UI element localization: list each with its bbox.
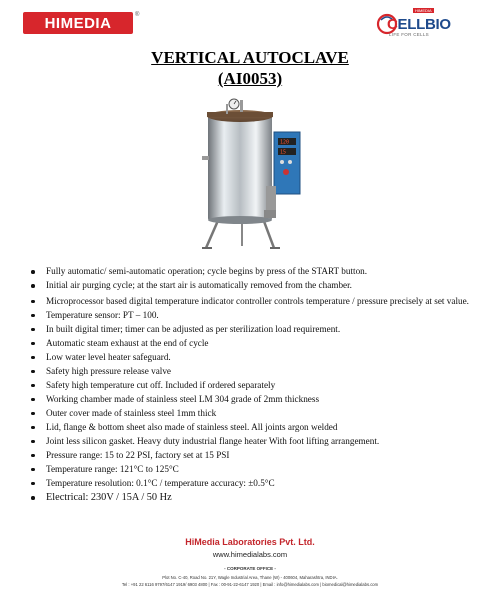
- product-code: (AI0053): [217, 69, 283, 88]
- list-item: Working chamber made of stainless steel LM 304 grade of 2mm thickness: [30, 394, 475, 406]
- list-item: Temperature resolution: 0.1°C / temperature accuracy: ±0.5°C: [30, 478, 475, 490]
- cellbio-badge: HIMEDIA: [415, 8, 432, 13]
- svg-text:15: 15: [280, 149, 287, 156]
- footer-address: Plot No. C-40, Road No. 21Y, Wagle Industrial Area, Thane (W) - 400604, Maharashtra, INDIA.: [162, 575, 338, 580]
- list-item: Low water level heater safeguard.: [30, 352, 475, 364]
- list-item: Fully automatic/ semi-automatic operation; cycle begins by press of the START button.: [30, 266, 475, 278]
- cellbio-tagline: LIFE FOR CELLS: [389, 32, 429, 37]
- list-item: In built digital timer; timer can be adjusted as per sterilization load requirement.: [30, 324, 475, 336]
- list-item: Initial air purging cycle; at the start air is automatically removed from the chamber.: [30, 280, 475, 292]
- list-item: Safety high temperature cut off. Included if ordered separately: [30, 380, 475, 392]
- list-item: Electrical: 230V / 15A / 50 Hz: [30, 492, 475, 504]
- registered-mark: ®: [135, 12, 140, 18]
- himedia-logo: HIMEDIA: [23, 12, 133, 34]
- footer-company-name: HiMedia Laboratories Pvt. Ltd.: [185, 537, 315, 547]
- list-item: Microprocessor based digital temperature indicator controller controls temperature / pressure precisely at set value.: [30, 296, 475, 308]
- cellbio-logo: [371, 6, 461, 40]
- list-item: Pressure range: 15 to 22 PSI, factory set at 15 PSI: [30, 450, 475, 462]
- list-item: Lid, flange & bottom sheet also made of stainless steel. All joints argon welded: [30, 422, 475, 434]
- svg-text:120: 120: [280, 139, 290, 146]
- list-item: Temperature sensor: PT – 100.: [30, 310, 475, 322]
- footer-office-heading: - CORPORATE OFFICE -: [224, 566, 276, 571]
- list-item: Outer cover made of stainless steel 1mm thick: [30, 408, 475, 420]
- footer-website-link[interactable]: www.himedialabs.com: [212, 550, 288, 559]
- list-item: Safety high pressure release valve: [30, 366, 475, 378]
- footer-contact: Tel : +91 22 6116 9797/6147 1919/ 6903 4800 | Fax : 00-91-22-6147 1920 | Email : info@himedialabs.com | biomedical@himedialabs.com: [121, 582, 379, 587]
- list-item: Automatic steam exhaust at the end of cycle: [30, 338, 475, 350]
- page-title: VERTICAL AUTOCLAVE: [151, 48, 349, 67]
- cellbio-wordmark: CELLBIO: [387, 16, 451, 33]
- list-item: Joint less silicon gasket. Heavy duty industrial flange heater With foot lifting arrangement.: [30, 436, 475, 448]
- features-list: [30, 266, 475, 507]
- autoclave-image: [190, 96, 310, 256]
- list-item: Temperature range: 121°C to 125°C: [30, 464, 475, 476]
